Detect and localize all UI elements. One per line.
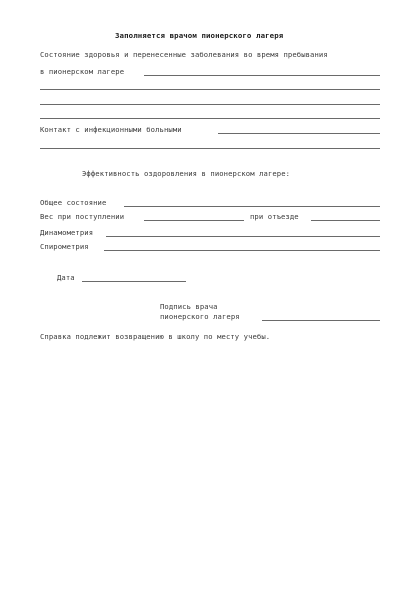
weight-arrival-field-line: [144, 220, 244, 221]
date-label: Дата: [57, 273, 75, 282]
return-note: Справка подлежит возвращению в школу по месту учебы.: [40, 332, 271, 341]
health-label-line-1: Состояние здоровья и перенесенные заболевания во время пребывания: [40, 50, 328, 59]
dynamometry-label: Динамометрия: [40, 228, 94, 237]
weight-departure-label: при отъезде: [250, 212, 299, 221]
form-heading: Заполняется врачом пионерского лагеря: [115, 31, 284, 40]
contact-field-line-2: [40, 148, 380, 149]
health-field-line-2: [40, 89, 380, 90]
signature-label-line-2: пионерского лагеря: [160, 312, 240, 321]
weight-departure-field-line: [311, 220, 380, 221]
general-condition-label: Общее состояние: [40, 198, 107, 207]
health-field-line-4: [40, 118, 380, 119]
spirometry-label: Спирометрия: [40, 242, 89, 251]
contact-field-line-1: [218, 133, 380, 134]
date-field-line: [82, 281, 186, 282]
spirometry-field-line: [104, 250, 380, 251]
signature-field-line: [262, 320, 380, 321]
health-field-line-3: [40, 104, 380, 105]
health-field-line-1: [144, 75, 380, 76]
signature-label-line-1: Подпись врача: [160, 302, 218, 311]
weight-arrival-label: Вес при поступлении: [40, 212, 125, 221]
health-label-line-2: в пионерском лагере: [40, 67, 125, 76]
effectiveness-heading: Эффективность оздоровления в пионерском лагере:: [82, 169, 291, 178]
general-condition-field-line: [124, 206, 380, 207]
contact-label: Контакт с инфекционными больными: [40, 125, 182, 134]
dynamometry-field-line: [106, 236, 380, 237]
